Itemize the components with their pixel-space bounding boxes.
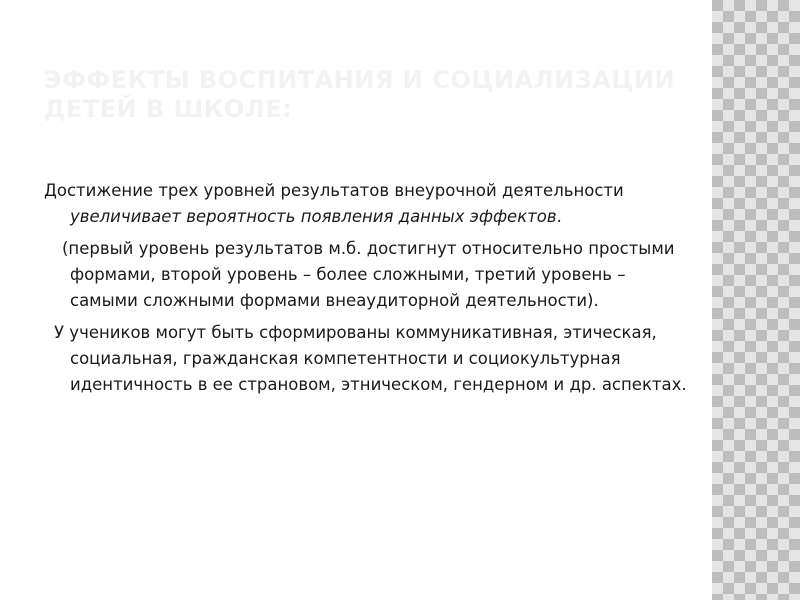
paragraph-text-end: . <box>556 207 562 226</box>
slide-body <box>44 178 694 404</box>
paragraph-competences: У учеников могут быть сформированы коммуникативная, этическая, социальная, гражданская компетентности и социокультурная идентичность в ее страновом, этническом, гендерном и др. аспектах. <box>54 323 687 394</box>
paragraph-emphasis: увеличивает вероятность появления данных эффектов <box>70 207 557 226</box>
slide-title: ЭФФЕКТЫ ВОСПИТАНИЯ И СОЦИАЛИЗАЦИИ ДЕТЕЙ В ШКОЛЕ: <box>44 66 676 123</box>
paragraph-text: Достижение трех уровней результатов внеурочной деятельности <box>44 181 624 200</box>
paragraph-levels <box>44 178 694 230</box>
decorative-side-panel <box>712 0 800 600</box>
paragraph-forms: (первый уровень результатов м.б. достигнут относительно простыми формами, второй уровень – более сложными, третий уровень – самыми сложными формами внеаудиторной деятельности). <box>62 239 675 310</box>
